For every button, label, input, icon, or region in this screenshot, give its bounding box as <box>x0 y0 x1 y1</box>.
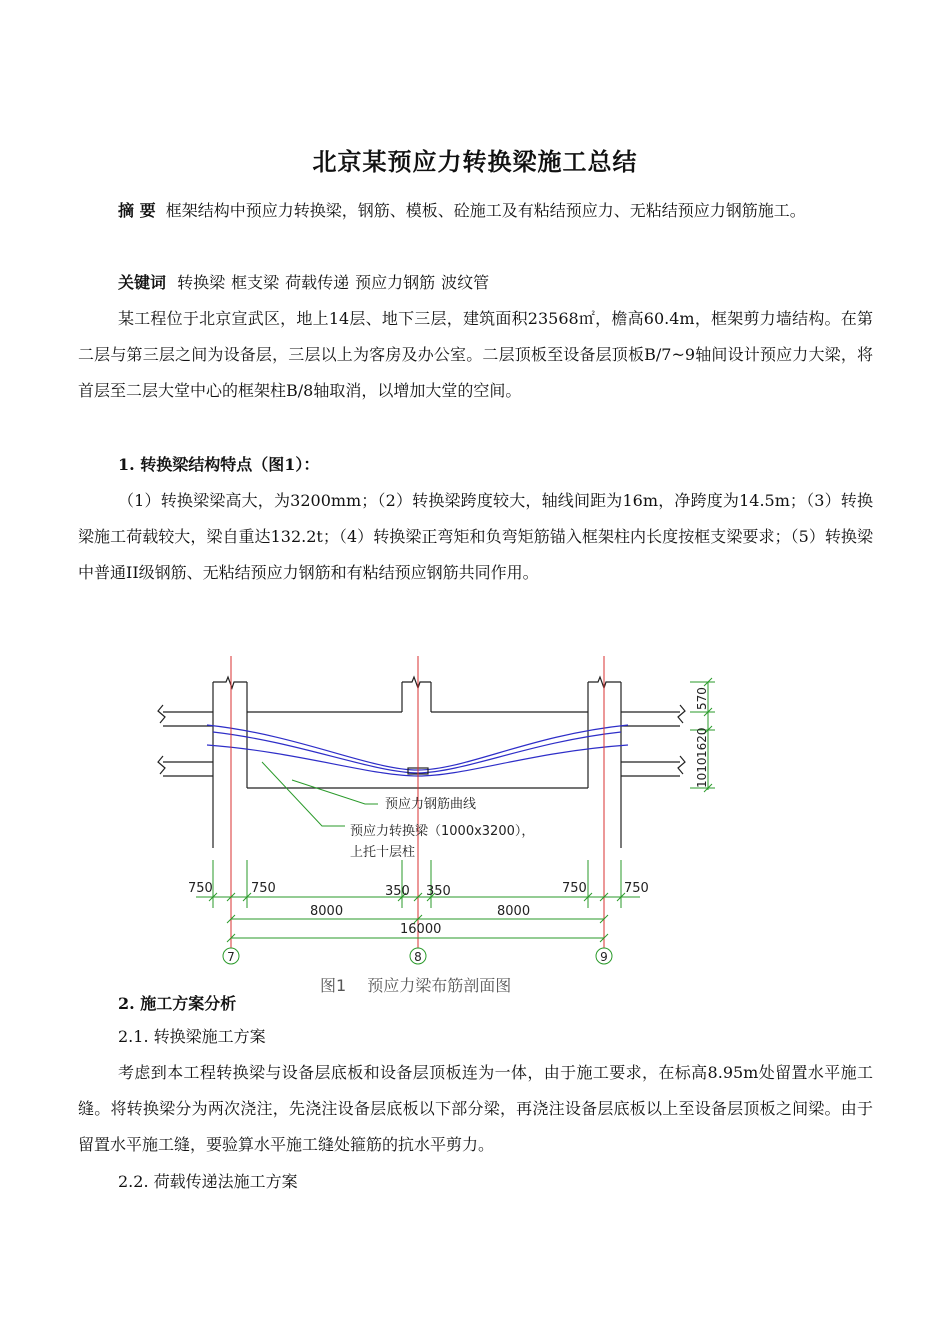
keyword: 荷载传递 <box>285 273 350 292</box>
label-prestress-curve: 预应力钢筋曲线 <box>385 797 477 812</box>
document-title: 北京某预应力转换梁施工总结 <box>312 148 638 176</box>
abstract-paragraph <box>78 193 873 229</box>
dim-left-b: 750 <box>251 881 276 896</box>
axis-label-9: 9 <box>600 950 608 964</box>
dim-span-left: 8000 <box>310 904 344 919</box>
keyword: 框支梁 <box>231 273 280 292</box>
dim-v-top: 570 <box>695 687 709 710</box>
keyword: 波纹管 <box>441 273 490 292</box>
middle-column <box>402 677 431 712</box>
abstract-label: 摘 要 <box>118 201 156 220</box>
keywords-line <box>78 265 913 301</box>
dim-right-a: 750 <box>562 881 587 896</box>
keyword: 预应力钢筋 <box>355 273 436 292</box>
section1-heading: 1. 转换梁结构特点（图1）： <box>118 455 320 474</box>
section2-2-heading: 2.2. 荷载传递法施工方案 <box>118 1172 298 1191</box>
abstract-text: 框架结构中预应力转换梁，钢筋、模板、砼施工及有粘结预应力、无粘结预应力钢筋施工。 <box>165 201 806 220</box>
figure-1-diagram <box>150 650 730 1000</box>
label-beam-line1: 预应力转换梁（1000x3200）， <box>350 824 535 839</box>
axis-label-8: 8 <box>414 950 422 964</box>
keywords-label: 关键词 <box>118 273 167 292</box>
label-beam-line2: 上托十层柱 <box>350 845 416 860</box>
dim-span-total: 16000 <box>400 922 442 937</box>
figure-caption: 图1 预应力梁布筋剖面图 <box>320 976 512 995</box>
dim-mid-b: 350 <box>426 884 451 899</box>
dim-span-right: 8000 <box>497 904 531 919</box>
dim-mid-a: 350 <box>385 884 410 899</box>
axis-label-7: 7 <box>227 950 235 964</box>
left-column <box>158 677 247 848</box>
section2-1-heading: 2.1. 转换梁施工方案 <box>118 1027 266 1046</box>
dim-v-bot: 1010 <box>695 757 709 788</box>
right-column <box>588 677 685 848</box>
section2-heading: 2. 施工方案分析 <box>118 994 237 1013</box>
keyword: 转换梁 <box>177 273 226 292</box>
leader-lines <box>262 762 378 826</box>
section2-1-paragraph: 考虑到本工程转换梁与设备层底板和设备层顶板连为一体，由于施工要求，在标高8.95m处留置水平施工缝。将转换梁分为两次浇注，先浇注设备层底板以下部分梁，再浇注设备层底板以上至设备层顶板之间梁。由于留置水平施工缝，要验算水平施工缝处箍筋的抗水平剪力。 <box>78 1063 873 1154</box>
intro-paragraph: 某工程位于北京宣武区，地上14层、地下三层，建筑面积23568㎡，檐高60.4m，框架剪力墙结构。在第二层与第三层之间为设备层，三层以上为客房及办公室。二层顶板至设备层顶板B/7~9轴间设计预应力大梁，将首层至二层大堂中心的框架柱B/8轴取消，以增加大堂的空间。 <box>78 309 873 400</box>
dim-left-a: 750 <box>188 881 213 896</box>
axis-bubbles <box>223 948 612 964</box>
section1-paragraph: （1）转换梁梁高大，为3200mm；（2）转换梁跨度较大，轴线间距为16m，净跨度为14.5m；（3）转换梁施工荷载较大，梁自重达132.2t；（4）转换梁正弯矩和负弯矩筋锚入框架柱内长度按框支梁要求；（5）转换梁中普通II级钢筋、无粘结预应力钢筋和有粘结预应钢筋共同作用。 <box>78 491 873 582</box>
dim-v-mid: 1620 <box>695 727 709 758</box>
dim-right-b: 750 <box>624 881 649 896</box>
